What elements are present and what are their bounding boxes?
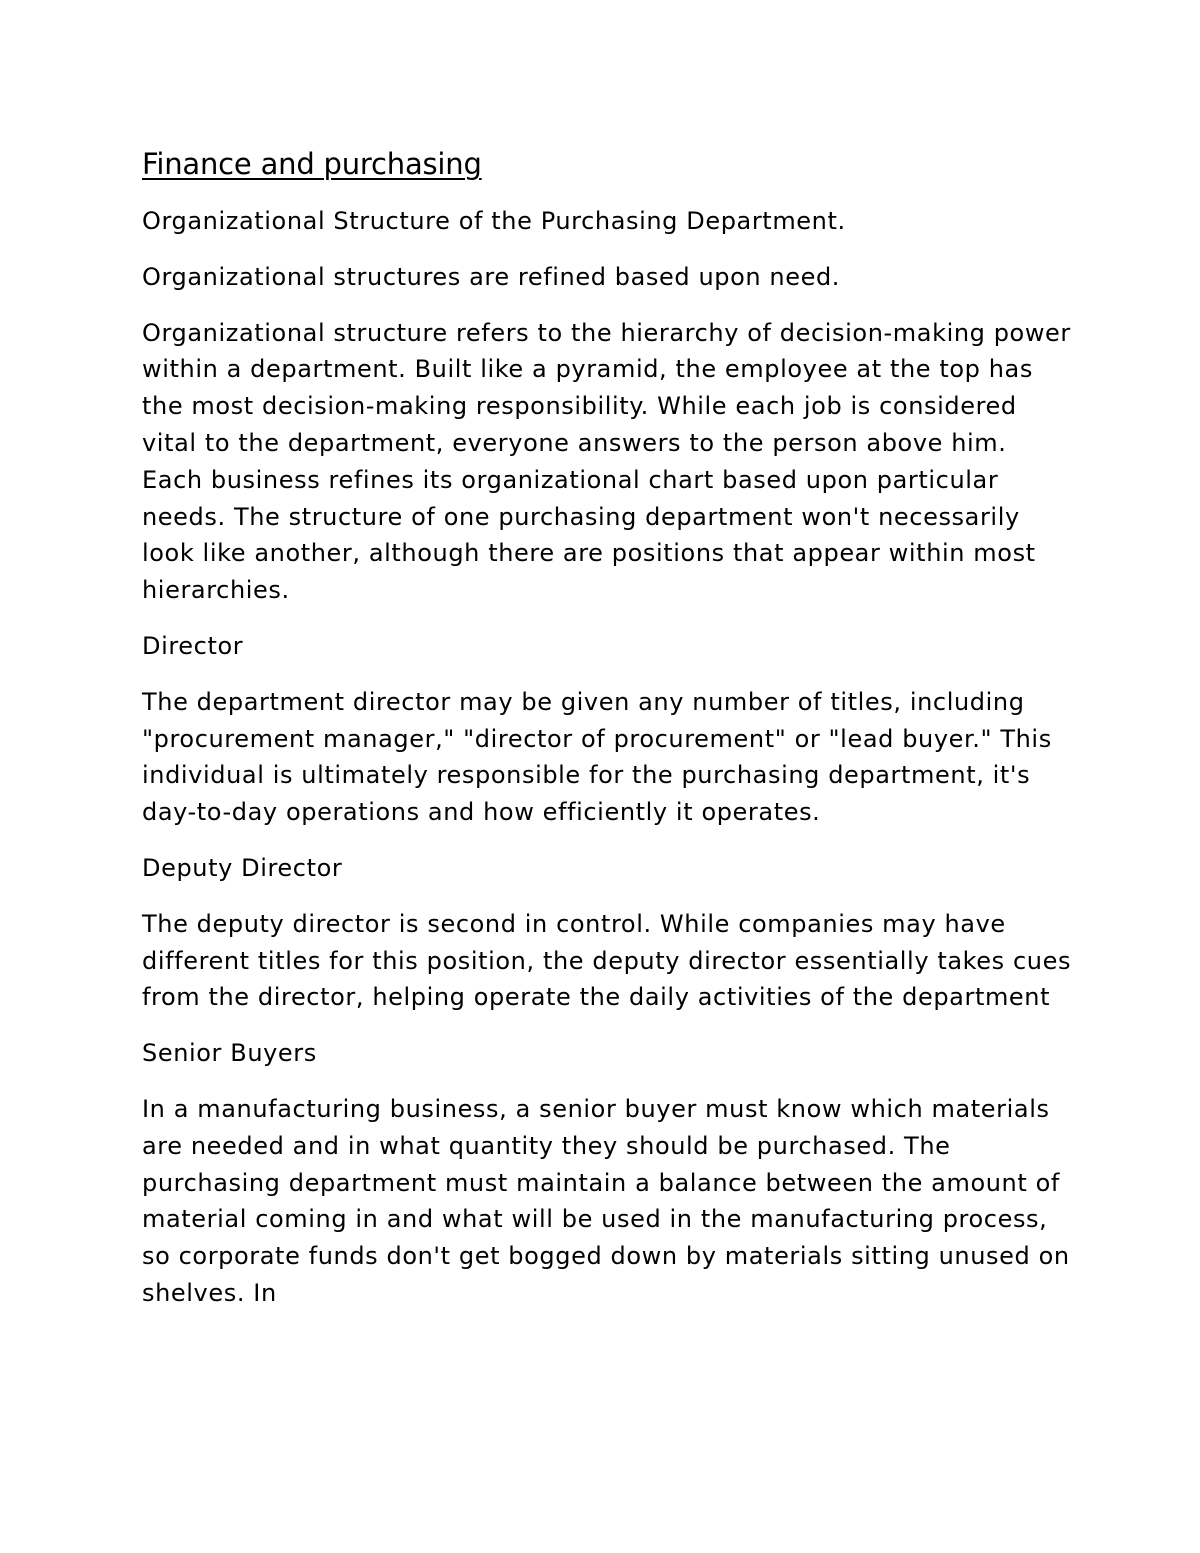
paragraph-section-heading: Organizational Structure of the Purchasing Department. [142, 207, 846, 235]
paragraph-senior-buyers: In a manufacturing business, a senior buyer must know which materials are needed and in what quantity they should be purchased. The purchasing department must maintain a balance between the amount of material coming in and what will be used in the manufacturing process, so corporate funds don't get bogged down by materials sitting unused on shelves. In [142, 1094, 1070, 1307]
document-title: Finance and purchasing [142, 147, 482, 181]
heading-senior-buyers: Senior Buyers [142, 1039, 317, 1068]
paragraph-structure-description: Organizational structure refers to the hierarchy of decision-making power within a department. Built like a pyramid, the employee at the top has the most decision-making responsibility. While each job is considered vital to the department, everyone answers to the person above him. Each business refines its organizational chart based upon particular needs. The structure of one purchasing department won't necessarily look like another, although there are positions that appear within most hierarchies. [142, 318, 1071, 605]
paragraph-deputy-director: The deputy director is second in control. While companies may have different titles for this position, the deputy director essentially takes cues from the director, helping operate the daily activities of the department [142, 909, 1072, 1012]
heading-deputy-director: Deputy Director [142, 853, 343, 882]
document-body [142, 146, 1072, 1331]
paragraph-director: The department director may be given any number of titles, including "procurement manager," "director of procurement" or "lead buyer." This individual is ultimately responsible for the purchasing department, it's day-to-day operations and how efficiently it operates. [142, 687, 1052, 827]
paragraph-intro: Organizational structures are refined based upon need. [142, 262, 841, 291]
heading-director: Director [142, 631, 244, 660]
